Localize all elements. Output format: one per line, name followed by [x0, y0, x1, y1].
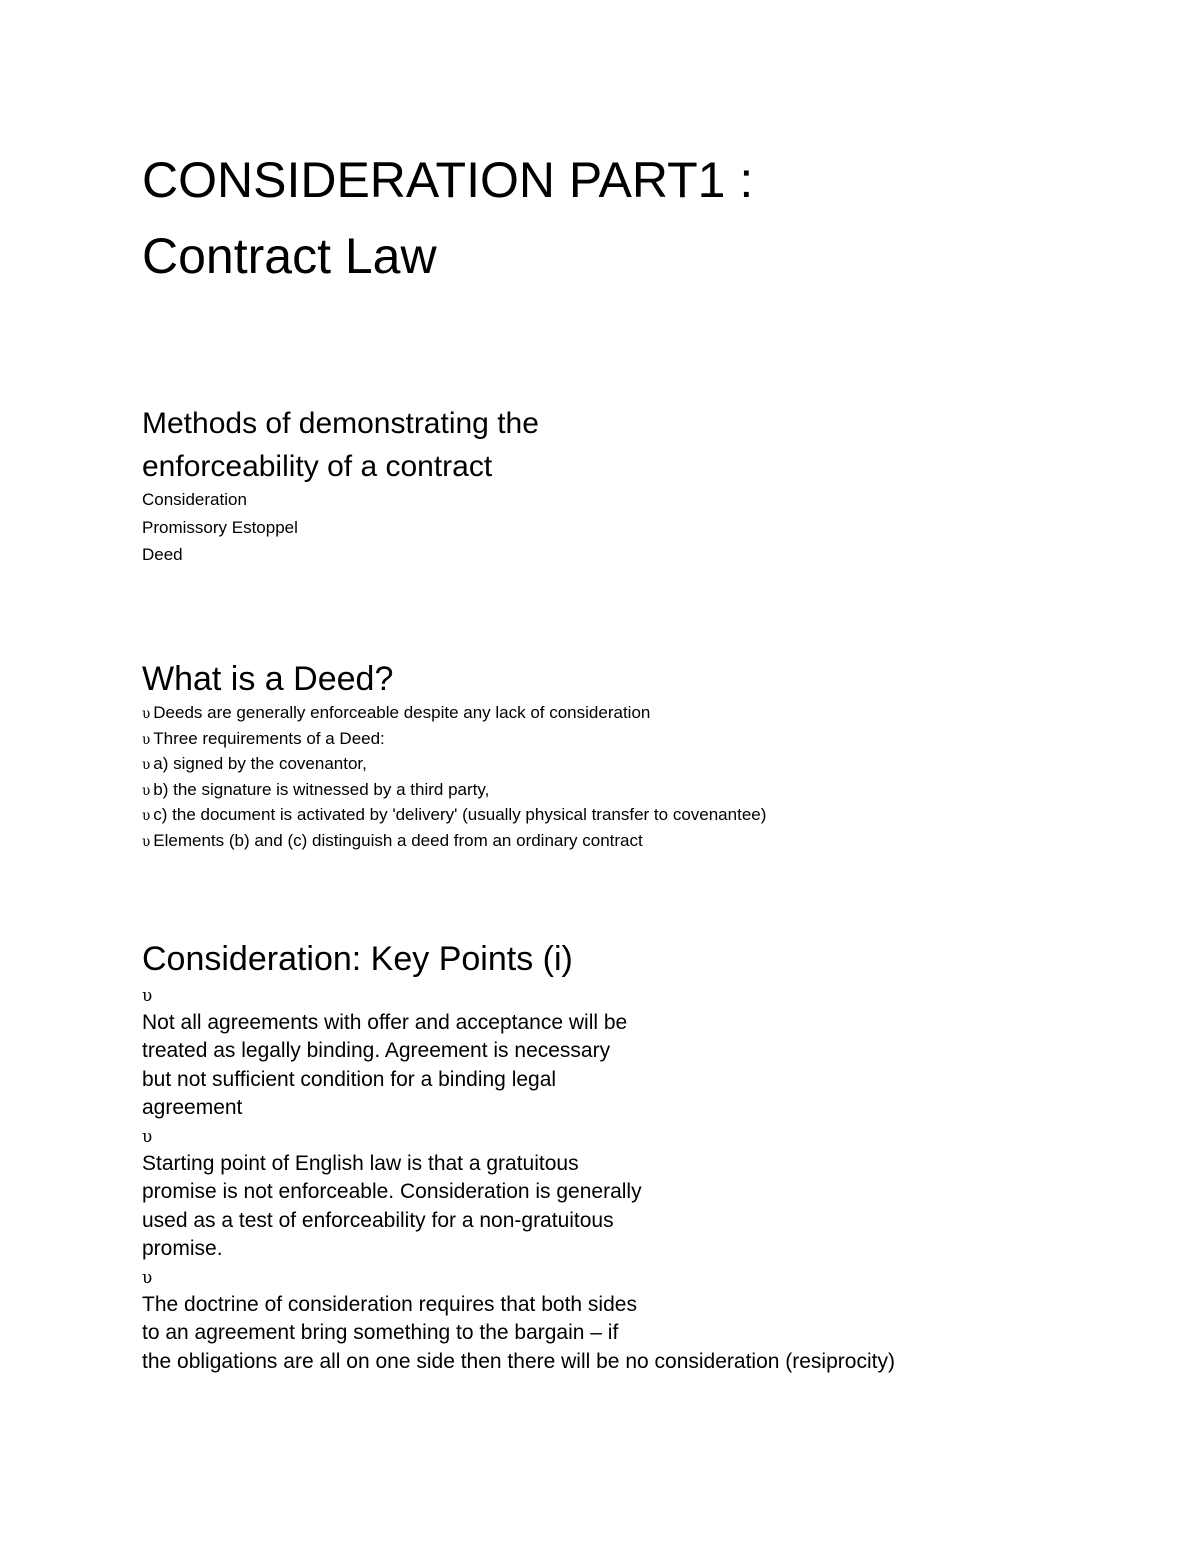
list-item [142, 701, 782, 727]
list-item-text: b) the signature is witnessed by a third party, [153, 779, 490, 799]
bullet-icon: υ [142, 706, 151, 722]
deed-heading: What is a Deed? [142, 660, 394, 698]
list-item: Promissory Estoppel [142, 517, 298, 537]
list-item-line: to an agreement bring something to the bargain – if [142, 1321, 619, 1345]
list-item-text: Not all agreements with offer and acceptance will be [142, 1011, 628, 1035]
list-item [142, 727, 782, 753]
bullet-icon: υ [142, 782, 151, 799]
list-item-line: promise is not enforceable. Consideration is generally [142, 1180, 642, 1204]
methods-list [142, 486, 298, 569]
list-item-line: but not sufficient condition for a binding legal [142, 1067, 557, 1091]
list-item [142, 981, 895, 1122]
list-item-line: agreement [142, 1095, 243, 1119]
bullet-icon: υ [142, 1267, 153, 1288]
list-item [142, 829, 782, 855]
list-item: Consideration [142, 490, 247, 509]
list-item-text: Deeds are generally enforceable despite any lack of consideration [153, 703, 651, 722]
list-item-text: Three requirements of a Deed: [153, 728, 385, 748]
list-item-line [142, 1122, 895, 1178]
list-item [142, 1122, 895, 1263]
deed-list [142, 701, 782, 854]
bullet-icon: υ [142, 808, 151, 824]
list-item [142, 778, 782, 804]
list-item-text: c) the document is activated by 'delivery' (usually physical transfer to covenantee) [153, 805, 767, 824]
page-title [142, 142, 753, 294]
list-item-text: Elements (b) and (c) distinguish a deed from an ordinary contract [153, 830, 643, 850]
bullet-icon: υ [142, 757, 151, 773]
list-item-text: Starting point of English law is that a gratuitous [142, 1152, 579, 1176]
list-item-line: used as a test of enforceability for a non-gratuitous [142, 1208, 614, 1232]
list-item-text: a) signed by the covenantor, [153, 754, 367, 773]
methods-heading-line-1: Methods of demonstrating the [142, 407, 539, 440]
bullet-icon: υ [142, 731, 151, 748]
bullet-icon: υ [142, 1126, 153, 1147]
list-item [142, 1263, 895, 1376]
bullet-icon: υ [142, 833, 151, 850]
page-title-line-1: CONSIDERATION PART1 : [142, 152, 754, 208]
list-item [142, 803, 782, 829]
list-item-line: promise. [142, 1236, 223, 1260]
list-item: Deed [142, 545, 183, 564]
list-item-line [142, 1263, 895, 1319]
bullet-icon: υ [142, 985, 153, 1005]
page-title-line-2: Contract Law [142, 228, 437, 284]
key-points-list [142, 981, 895, 1376]
methods-heading-line-2: enforceability of a contract [142, 450, 493, 483]
list-item [142, 752, 782, 778]
list-item-line [142, 981, 895, 1037]
list-item-line: treated as legally binding. Agreement is necessary [142, 1039, 611, 1063]
list-item-line: the obligations are all on one side then there will be no consideration (resiprocity) [142, 1349, 895, 1373]
key-points-heading: Consideration: Key Points (i) [142, 940, 573, 978]
list-item-text: The doctrine of consideration requires that both sides [142, 1293, 637, 1317]
methods-heading [142, 402, 539, 488]
